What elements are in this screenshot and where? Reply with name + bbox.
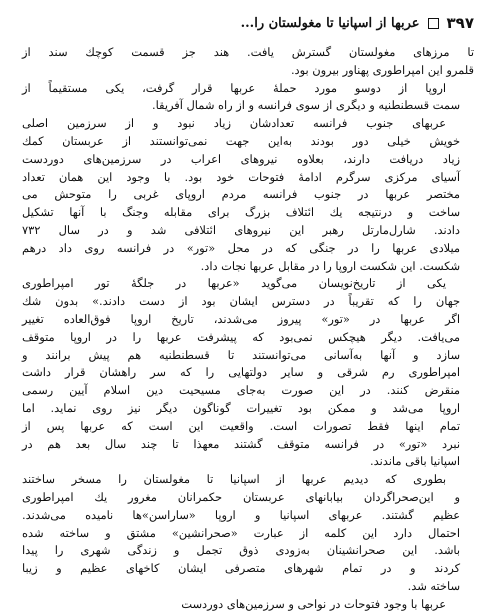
text-line: سمت قسطنطنیه و دیگری از سوی فرانسه و از راه شمال آفریقا. — [151, 98, 460, 113]
paragraph — [22, 80, 474, 116]
paragraph — [22, 471, 474, 596]
text-line: خویش خیلی دور بودند به‌این جهت نمی‌توانستند از عربستان کمك — [22, 133, 460, 148]
paragraph — [22, 596, 474, 614]
text-line: منقرض کنند. در این صورت به‌جای مسیحیت دین اسلام آیین رسمی — [22, 383, 460, 398]
text-line: آسیای مرکزی سرگرم ادامهٔ فتوحات خود بود. با وجود این همان تعداد — [22, 169, 460, 184]
text-line: امپراطوری رم شرقی و سایر دولتهایی را که سر راهشان قرار داشت — [22, 365, 460, 380]
body-text — [22, 44, 474, 614]
text-line: اسپانیا باقی ماندند. — [369, 454, 460, 469]
text-line: عربهای جنوب فرانسه تعدادشان زیاد نبود و از سرزمین اصلی — [22, 116, 446, 131]
text-line: اروپا می‌شد و ممکن بود تغییرات گوناگون دیگر نیز روی نماید. اما — [22, 400, 460, 415]
text-line: عظیم گشتند. عربهای اسپانیا و اروپا «ساراسن»ها نامیده می‌شدند. — [22, 507, 460, 522]
page-number: ۳۹۷ — [446, 14, 474, 32]
text-line: ساخت و درنتیجه یك ائتلاف بزرگ برای مقابله وجنگ با آنها تشکیل — [22, 205, 460, 220]
text-line: مختصر عربها در جنوب فرانسه مردم اروپای غربی را متوحش می‌ — [22, 187, 460, 202]
page-header — [22, 8, 474, 38]
text-line: تا مرزهای مغولستان گسترش یافت. هند جز قسمت کوچك سند از — [22, 45, 474, 59]
text-line: میلادی عربها را در جنگی که در محل «تور» در فرانسه روی داد درهم — [22, 240, 460, 255]
text-line: تمام اینها فقط تصورات است. واقعیت این است که عربها پس از — [22, 418, 460, 433]
text-line: قلمرو این امپراطوری پهناور بیرون بود. — [290, 62, 474, 77]
text-line: و این‌صحراگردان بیابانهای عربستان حکمرانان مغرور یك امپراطوری — [22, 489, 460, 504]
text-line: نبرد «تور» در فرانسه متوقف گشتند معهذا تا چند سال بعد هم در — [22, 436, 460, 451]
text-line: بطوری که دیدیم عربها از اسپانیا تا مغولستان را مسخر ساختند — [22, 472, 446, 487]
paragraph — [22, 115, 474, 275]
text-line: اگر عربها در «تور» پیروز می‌شدند، تاریخ اروپا فوق‌العاده تغییر — [22, 311, 460, 326]
text-line: شکست. این شکست اروپا را در مقابل عربها نجات داد. — [200, 258, 460, 273]
running-title: عربها از اسپانیا تا مغولستان را... — [240, 15, 420, 31]
text-line: احتمال دارد این کلمه از عبارت «صحرانشین» مشتق و ساخته شده — [22, 525, 460, 540]
text-line: زیاد دریافت دارند، بعلاوه نیروهای اعراب در سرزمین‌های دوردست — [22, 151, 460, 166]
text-line: باشد. این صحرانشینان به‌زودی ذوق تجمل و زندگی شهری را پیدا — [22, 543, 460, 558]
text-line: عربها با وجود فتوحات در نواحی و سرزمین‌های دوردست — [181, 596, 446, 611]
text-line: جهان را که تقریباً در دسترس ایشان بود از دست دادند.» بدون شك — [22, 294, 460, 309]
text-line: می‌یافت. دیگر هیچکس نمی‌بود که پیشرفت عربها را در اروپا متوقف — [22, 329, 460, 344]
square-ornament-icon — [428, 18, 439, 29]
paragraph — [22, 44, 474, 80]
text-line: یکی از تاریخ‌نویسان می‌گوید «عربها در جلگهٔ تور امپراطوری — [22, 276, 446, 291]
text-line: ساخته شد. — [407, 578, 460, 593]
text-line: کردند و در تمام شهرهای متصرفی ایشان کاخهای عظیم و زیبا — [22, 561, 460, 576]
text-line: دادند. شارل‌مارتل رهبر این نیروهای ائتلافی شد و در سال ۷۳۲ — [22, 222, 460, 237]
text-line: سازد و آنها به‌آسانی می‌توانستند تا قسطنطنیه هم پیش برانند و — [22, 347, 460, 362]
text-line: اروپا از دوسو مورد حملهٔ عربها قرار گرفت، یکی مستقیماً از — [22, 80, 446, 95]
book-page — [22, 8, 474, 611]
paragraph — [22, 275, 474, 471]
